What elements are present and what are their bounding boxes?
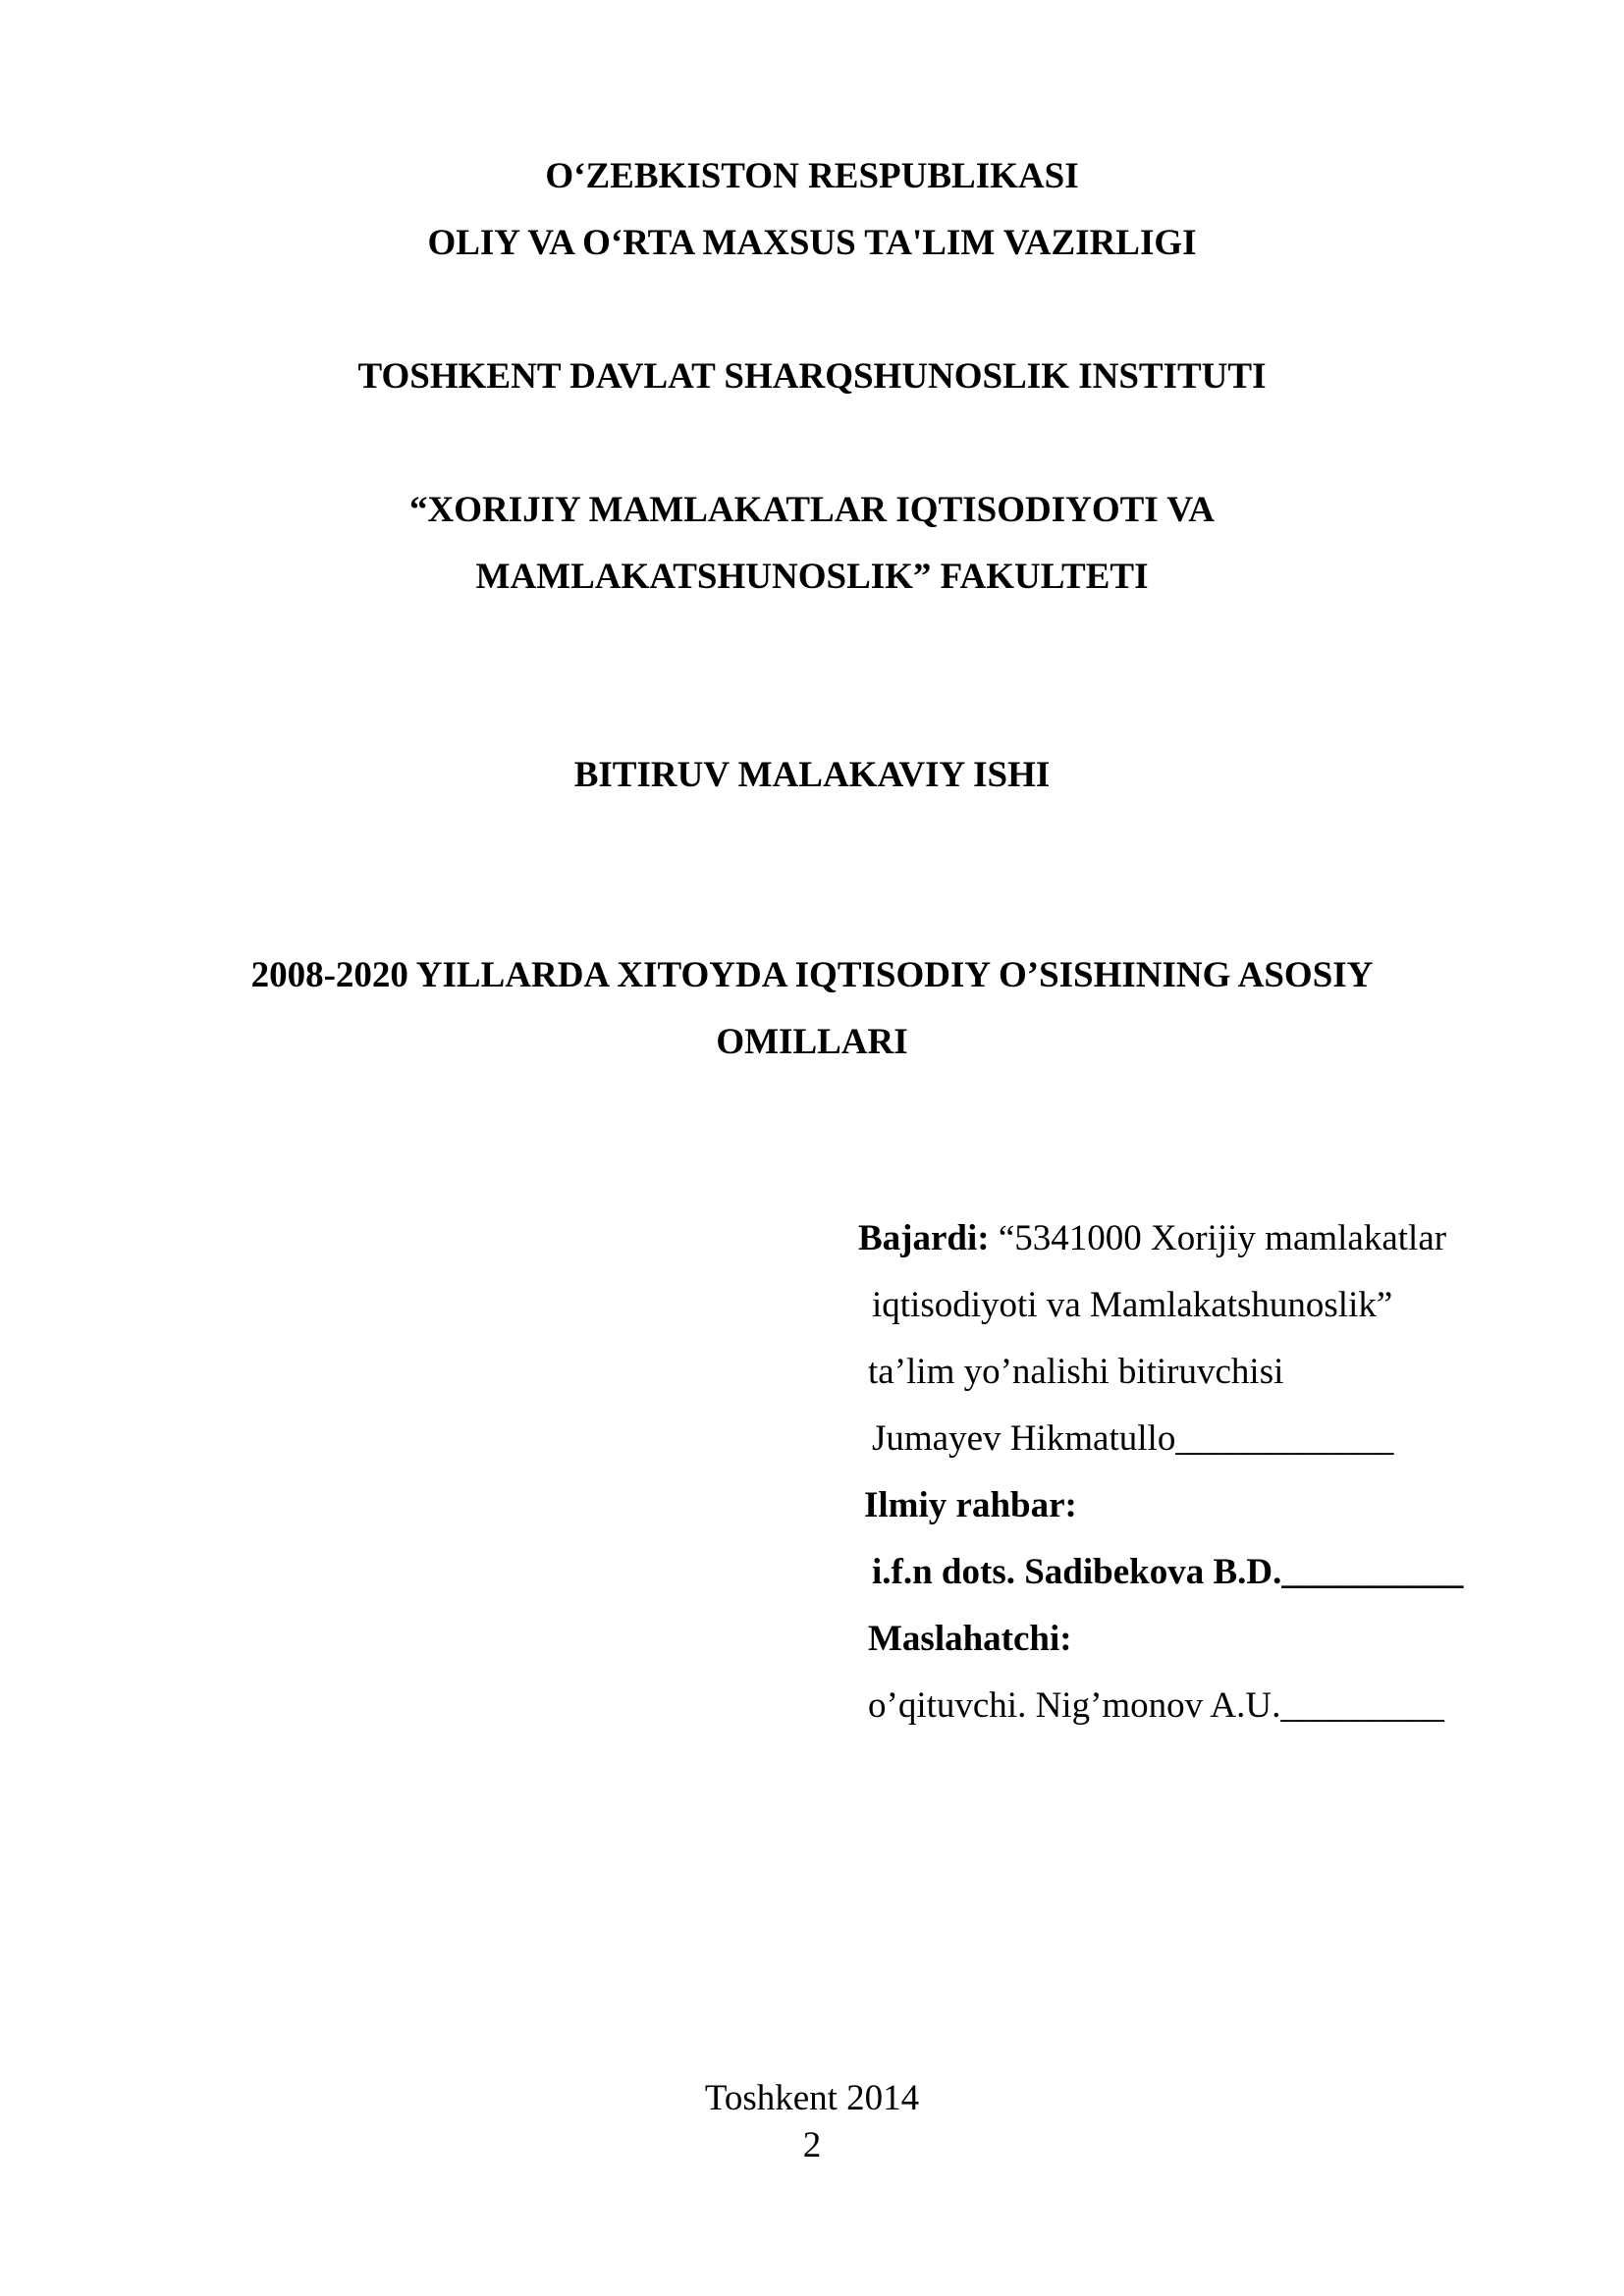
supervisor-label: Ilmiy rahbar: bbox=[864, 1485, 1077, 1525]
thesis-topic-line1: 2008-2020 YILLARDA XITOYDA IQTISODIY O’SISHINING ASOSIY bbox=[250, 955, 1374, 995]
country-title: O‘ZEBKISTON RESPUBLIKASI bbox=[545, 156, 1079, 196]
city-year: Toshkent 2014 bbox=[704, 2078, 920, 2118]
ministry-title: OLIY VA O‘RTA MAXSUS TA'LIM VAZIRLIGI bbox=[427, 223, 1197, 263]
thesis-topic-line2: OMILLARI bbox=[716, 1022, 908, 1062]
page-number: 2 bbox=[802, 2125, 822, 2165]
document-type: BITIRUV MALAKAVIY ISHI bbox=[573, 755, 1051, 795]
supervisor-name: i.f.n dots. Sadibekova B.D.__________ bbox=[872, 1552, 1464, 1592]
institute-title: TOSHKENT DAVLAT SHARQSHUNOSLIK INSTITUTI bbox=[357, 356, 1267, 397]
specialty-line2: iqtisodiyoti va Mamlakatshunoslik” bbox=[872, 1285, 1393, 1325]
bajardi-label: Bajardi: bbox=[858, 1218, 990, 1258]
consultant-name: o’qituvchi. Nig’monov A.U._________ bbox=[868, 1685, 1444, 1726]
faculty-title-line2: MAMLAKATSHUNOSLIK” FAKULTETI bbox=[475, 557, 1149, 597]
bajardi-specialty: “5341000 Xorijiy mamlakatlar bbox=[989, 1218, 1447, 1258]
consultant-label: Maslahatchi: bbox=[868, 1619, 1072, 1659]
specialty-line3: ta’lim yo’nalishi bitiruvchisi bbox=[868, 1352, 1284, 1392]
faculty-title-line1: “XORIJIY MAMLAKATLAR IQTISODIYOTI VA bbox=[409, 490, 1215, 530]
student-name: Jumayev Hikmatullo____________ bbox=[872, 1418, 1394, 1459]
bajardi-line bbox=[858, 1217, 1446, 1260]
